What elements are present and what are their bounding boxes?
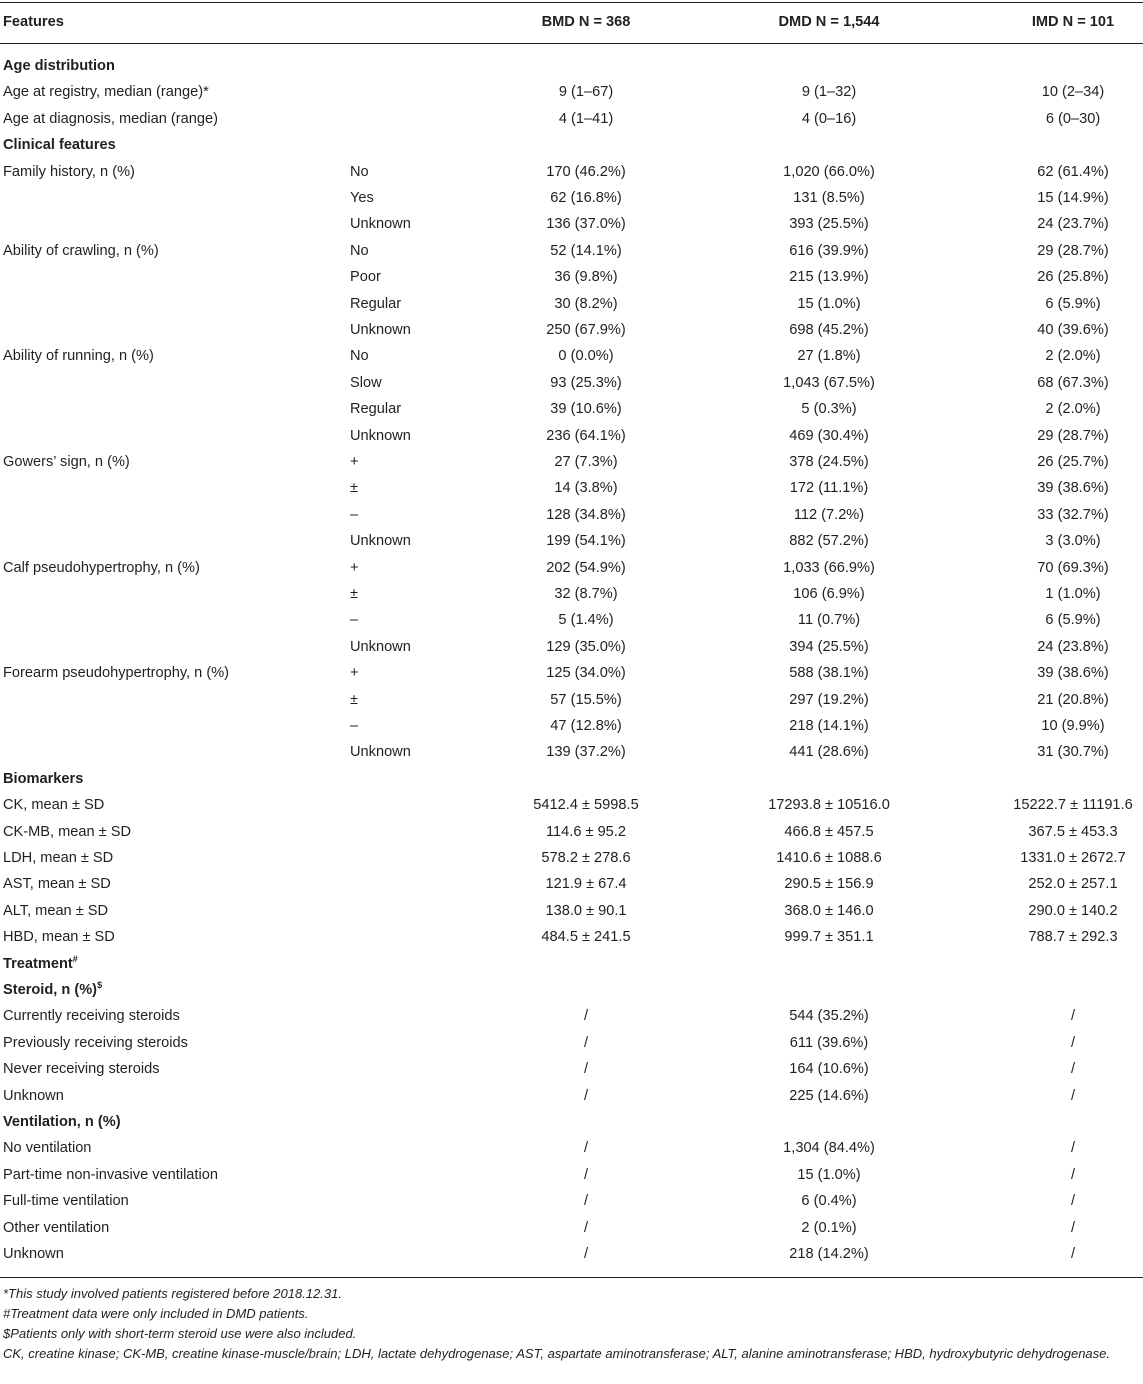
dmd-value: 297 (19.2%) [789,691,869,708]
table-row [0,1056,1143,1082]
dmd-value: 378 (24.5%) [789,454,869,470]
dmd-value: 441 (28.6%) [789,744,869,761]
row-sublabel: + [350,559,359,576]
table-row [0,106,1143,132]
table-row [0,1241,1143,1267]
bmd-value: 129 (35.0%) [546,638,626,655]
table-row [0,1030,1143,1056]
row-sublabel: – [350,612,359,629]
bmd-value: 14 (3.8%) [554,480,618,497]
table-row [0,291,1143,317]
table-row [0,660,1143,686]
bmd-value: 199 (54.1%) [546,533,626,550]
table-row [0,343,1143,369]
dmd-value: 394 (25.5%) [789,638,869,655]
section-title-group [3,977,102,1003]
row-sublabel: Regular [350,295,402,312]
row-sublabel: Unknown [350,638,411,655]
footnote: *This study involved patients registered before 2018.12.31. [3,1286,342,1301]
row-sublabel: ± [350,586,359,602]
dmd-value: 466.8 ± 457.5 [784,823,874,840]
row-sublabel: No [350,163,369,180]
section-title: Steroid, n (%) [3,982,98,998]
bmd-value: 202 (54.9%) [546,559,626,576]
bmd-value: 30 (8.2%) [554,295,618,312]
table-row [0,634,1143,660]
row-label: CK-MB, mean ± SD [3,823,132,840]
row-label: Previously receiving steroids [3,1034,188,1051]
imd-value: 290.0 ± 140.2 [1028,902,1118,919]
imd-value: 31 (30.7%) [1037,744,1109,761]
bmd-value: / [583,1087,589,1104]
bmd-value: 5 (1.4%) [558,612,614,629]
row-sublabel: ± [350,480,359,497]
row-sublabel: Unknown [350,427,411,444]
row-label: Age at diagnosis, median (range) [3,110,218,127]
imd-value: 2 (2.0%) [1045,348,1101,365]
bmd-value: 36 (9.8%) [554,269,618,286]
table-row [0,845,1143,871]
bmd-value: / [583,1193,589,1210]
table-row [0,792,1143,818]
table-row [0,1003,1143,1029]
imd-value: / [1070,1061,1076,1078]
table-row [0,317,1143,343]
dmd-value: 11 (0.7%) [797,612,861,629]
row-label: HBD, mean ± SD [3,929,115,946]
imd-value: 29 (28.7%) [1037,242,1109,259]
row-label: ALT, mean ± SD [3,902,109,919]
row-label: CK, mean ± SD [3,797,105,814]
table-row [0,871,1143,897]
row-sublabel: No [350,348,369,365]
dmd-value: 9 (1–32) [801,84,857,101]
bottom-rule [0,1277,1143,1278]
row-sublabel: + [350,454,359,470]
imd-value: 6 (5.9%) [1045,295,1101,312]
imd-value: 367.5 ± 453.3 [1028,823,1118,840]
row-label: Unknown [3,1246,64,1262]
bmd-value: / [583,1034,589,1051]
row-label: AST, mean ± SD [3,876,111,893]
row-label: No ventilation [3,1140,92,1157]
bmd-value: 139 (37.2%) [546,744,626,761]
imd-value: 6 (0–30) [1045,110,1101,127]
footnote: #Treatment data were only included in DMD patients. [3,1306,309,1321]
header-imd: IMD N = 101 [1031,14,1115,30]
table-row [0,1083,1143,1109]
dmd-value: 4 (0–16) [801,110,857,127]
bmd-value: 9 (1–67) [558,84,614,101]
table-row [0,607,1143,633]
table-row [0,528,1143,554]
imd-value: 788.7 ± 292.3 [1028,929,1118,946]
imd-value: 10 (2–34) [1041,84,1105,101]
dmd-value: 215 (13.9%) [789,269,869,286]
row-sublabel: Slow [350,374,382,391]
row-label: Family history, n (%) [3,163,135,180]
bmd-value: 170 (46.2%) [546,163,626,180]
imd-value: 39 (38.6%) [1037,665,1109,682]
dmd-value: 17293.8 ± 10516.0 [768,797,890,814]
section-heading [0,132,1143,158]
row-label: Part-time non-invasive ventilation [3,1166,218,1183]
header-features: Features [3,14,64,30]
row-sublabel: – [350,718,359,734]
dmd-value: 6 (0.4%) [801,1193,857,1210]
table-row [0,898,1143,924]
dmd-value: 1410.6 ± 1088.6 [776,850,882,866]
row-sublabel: ± [350,691,359,708]
table-row [0,370,1143,396]
imd-value: 26 (25.7%) [1037,454,1109,470]
imd-value: 2 (2.0%) [1045,401,1101,418]
dmd-value: 15 (1.0%) [797,295,861,312]
dmd-value: 172 (11.1%) [789,480,869,497]
table-row [0,449,1143,475]
bmd-value: 128 (34.8%) [546,506,626,523]
footnote: $Patients only with short-term steroid use were also included. [3,1326,357,1341]
bmd-value: 578.2 ± 278.6 [541,850,631,866]
dmd-value: 469 (30.4%) [789,427,869,444]
header-bmd: BMD N = 368 [541,14,631,30]
imd-value: 70 (69.3%) [1037,559,1109,576]
imd-value: 62 (61.4%) [1037,163,1109,180]
dmd-value: 882 (57.2%) [789,533,869,550]
row-sublabel: Unknown [350,322,411,338]
dmd-value: 106 (6.9%) [793,586,865,602]
imd-value: / [1070,1087,1076,1104]
dmd-value: 27 (1.8%) [797,348,861,365]
imd-value: / [1070,1166,1076,1183]
bmd-value: 138.0 ± 90.1 [545,902,627,919]
dmd-value: 131 (8.5%) [793,190,865,206]
bmd-value: 62 (16.8%) [550,190,622,206]
table-row [0,555,1143,581]
row-label: Age at registry, median (range)* [3,84,209,101]
section-heading [0,951,1143,977]
dmd-value: 1,043 (67.5%) [783,374,875,391]
imd-value: / [1070,1219,1076,1236]
table-row [0,79,1143,105]
dmd-value: 1,033 (66.9%) [783,559,875,576]
table-row [0,1162,1143,1188]
row-label: Unknown [3,1087,64,1104]
table-row [0,238,1143,264]
bmd-value: / [583,1061,589,1078]
dmd-value: 698 (45.2%) [789,322,869,338]
imd-value: 15222.7 ± 11191.6 [1013,797,1133,814]
footnote-marker: $ [97,980,103,990]
imd-value: 33 (32.7%) [1037,506,1109,523]
dmd-value: 999.7 ± 351.1 [784,929,874,946]
table-row [0,924,1143,950]
header-dmd: DMD N = 1,544 [778,14,880,30]
row-label: Never receiving steroids [3,1061,160,1078]
table-row [0,396,1143,422]
footnote-marker: # [72,953,78,964]
table-row [0,739,1143,765]
bmd-value: 136 (37.0%) [546,216,626,233]
row-sublabel: + [350,665,359,682]
dmd-value: 368.0 ± 146.0 [784,902,874,919]
table-row [0,1188,1143,1214]
dmd-value: 5 (0.3%) [801,401,857,418]
imd-value: / [1070,1193,1076,1210]
table-row [0,502,1143,528]
imd-value: / [1070,1034,1076,1051]
bmd-value: / [583,1219,589,1236]
section-title: Ventilation, n (%) [3,1114,121,1130]
imd-value: / [1070,1140,1076,1157]
imd-value: 39 (38.6%) [1037,480,1109,497]
imd-value: 24 (23.8%) [1037,638,1109,655]
row-sublabel: Unknown [350,533,411,550]
section-heading [0,1109,1143,1135]
bmd-value: 236 (64.1%) [546,427,626,444]
bmd-value: 27 (7.3%) [554,454,618,470]
imd-value: 252.0 ± 257.1 [1028,876,1118,893]
dmd-value: 1,020 (66.0%) [783,163,875,180]
row-sublabel: Yes [350,190,374,206]
bmd-value: 52 (14.1%) [550,242,622,259]
row-label: Full-time ventilation [3,1193,129,1210]
dmd-value: 15 (1.0%) [797,1166,861,1183]
dmd-value: 164 (10.6%) [789,1061,869,1078]
imd-value: 15 (14.9%) [1037,190,1109,206]
bmd-value: 93 (25.3%) [550,374,622,391]
dmd-value: 225 (14.6%) [789,1087,869,1104]
imd-value: / [1070,1008,1076,1025]
section-title: Clinical features [3,137,116,154]
bmd-value: 125 (34.0%) [546,665,626,682]
section-title: Age distribution [3,58,115,74]
bmd-value: 32 (8.7%) [554,586,618,602]
imd-value: 1331.0 ± 2672.7 [1020,850,1126,866]
table-row [0,211,1143,237]
row-sublabel: No [350,242,369,259]
dmd-value: 611 (39.6%) [789,1034,869,1051]
row-label: Forearm pseudohypertrophy, n (%) [3,665,230,682]
row-label: Currently receiving steroids [3,1008,180,1025]
imd-value: 3 (3.0%) [1045,533,1101,550]
imd-value: 1 (1.0%) [1045,586,1101,602]
row-label: Ability of running, n (%) [3,348,154,365]
dmd-value: 616 (39.9%) [789,242,869,259]
table-row [0,185,1143,211]
bmd-value: / [583,1166,589,1183]
table-row [0,423,1143,449]
table-row [0,159,1143,185]
dmd-value: 290.5 ± 156.9 [784,876,874,893]
dmd-value: 218 (14.1%) [789,718,869,734]
row-sublabel: Unknown [350,216,411,233]
row-label: Calf pseudohypertrophy, n (%) [3,559,200,576]
section-heading [0,53,1143,79]
bmd-value: / [583,1246,589,1262]
dmd-value: 218 (14.2%) [789,1246,869,1262]
bmd-value: 4 (1–41) [558,110,614,127]
bmd-value: 57 (15.5%) [550,691,622,708]
dmd-value: 544 (35.2%) [789,1008,869,1025]
table-row [0,819,1143,845]
dmd-value: 1,304 (84.4%) [783,1140,875,1157]
row-label: LDH, mean ± SD [3,850,114,866]
imd-value: 24 (23.7%) [1037,216,1109,233]
bmd-value: 47 (12.8%) [550,718,622,734]
imd-value: 40 (39.6%) [1037,322,1109,338]
dmd-value: 393 (25.5%) [789,216,869,233]
table-row [0,1215,1143,1241]
table-row [0,264,1143,290]
bmd-value: / [583,1008,589,1025]
section-title: Treatment [3,955,73,972]
bmd-value: 484.5 ± 241.5 [541,929,631,946]
footnote: CK, creatine kinase; CK-MB, creatine kinase-muscle/brain; LDH, lactate dehydrogenase; AST, aspartate aminotransferase; ALT, alanine aminotransferase; HBD, hydroxybutyric dehydrogenase. [3,1346,1111,1361]
section-title: Biomarkers [3,770,84,787]
bmd-value: 39 (10.6%) [550,401,622,418]
top-rule [0,2,1143,3]
imd-value: 21 (20.8%) [1037,691,1109,708]
bmd-value: 121.9 ± 67.4 [545,876,627,893]
row-label: Gowers’ sign, n (%) [3,454,130,470]
table-row [0,713,1143,739]
table-row [0,581,1143,607]
dmd-value: 2 (0.1%) [801,1219,857,1236]
dmd-value: 112 (7.2%) [793,506,865,523]
bmd-value: / [583,1140,589,1157]
section-heading [0,766,1143,792]
row-label: Ability of crawling, n (%) [3,242,159,259]
imd-value: / [1070,1246,1076,1262]
section-heading [0,977,1143,1003]
imd-value: 29 (28.7%) [1037,427,1109,444]
imd-value: 26 (25.8%) [1037,269,1109,286]
row-sublabel: Unknown [350,744,411,761]
row-label: Other ventilation [3,1219,110,1236]
bmd-value: 114.6 ± 95.2 [546,823,626,840]
section-title-group [3,951,78,977]
row-sublabel: – [350,506,359,523]
bmd-value: 5412.4 ± 5998.5 [533,797,639,814]
table-header [0,9,1143,35]
bmd-value: 0 (0.0%) [558,348,614,365]
row-sublabel: Regular [350,401,402,418]
table-row [0,1135,1143,1161]
imd-value: 68 (67.3%) [1037,374,1109,391]
table-row [0,475,1143,501]
bmd-value: 250 (67.9%) [546,322,626,338]
table-row [0,687,1143,713]
row-sublabel: Poor [350,269,381,286]
dmd-value: 588 (38.1%) [789,665,869,682]
imd-value: 10 (9.9%) [1041,718,1105,734]
header-rule [0,43,1143,44]
imd-value: 6 (5.9%) [1045,612,1101,629]
